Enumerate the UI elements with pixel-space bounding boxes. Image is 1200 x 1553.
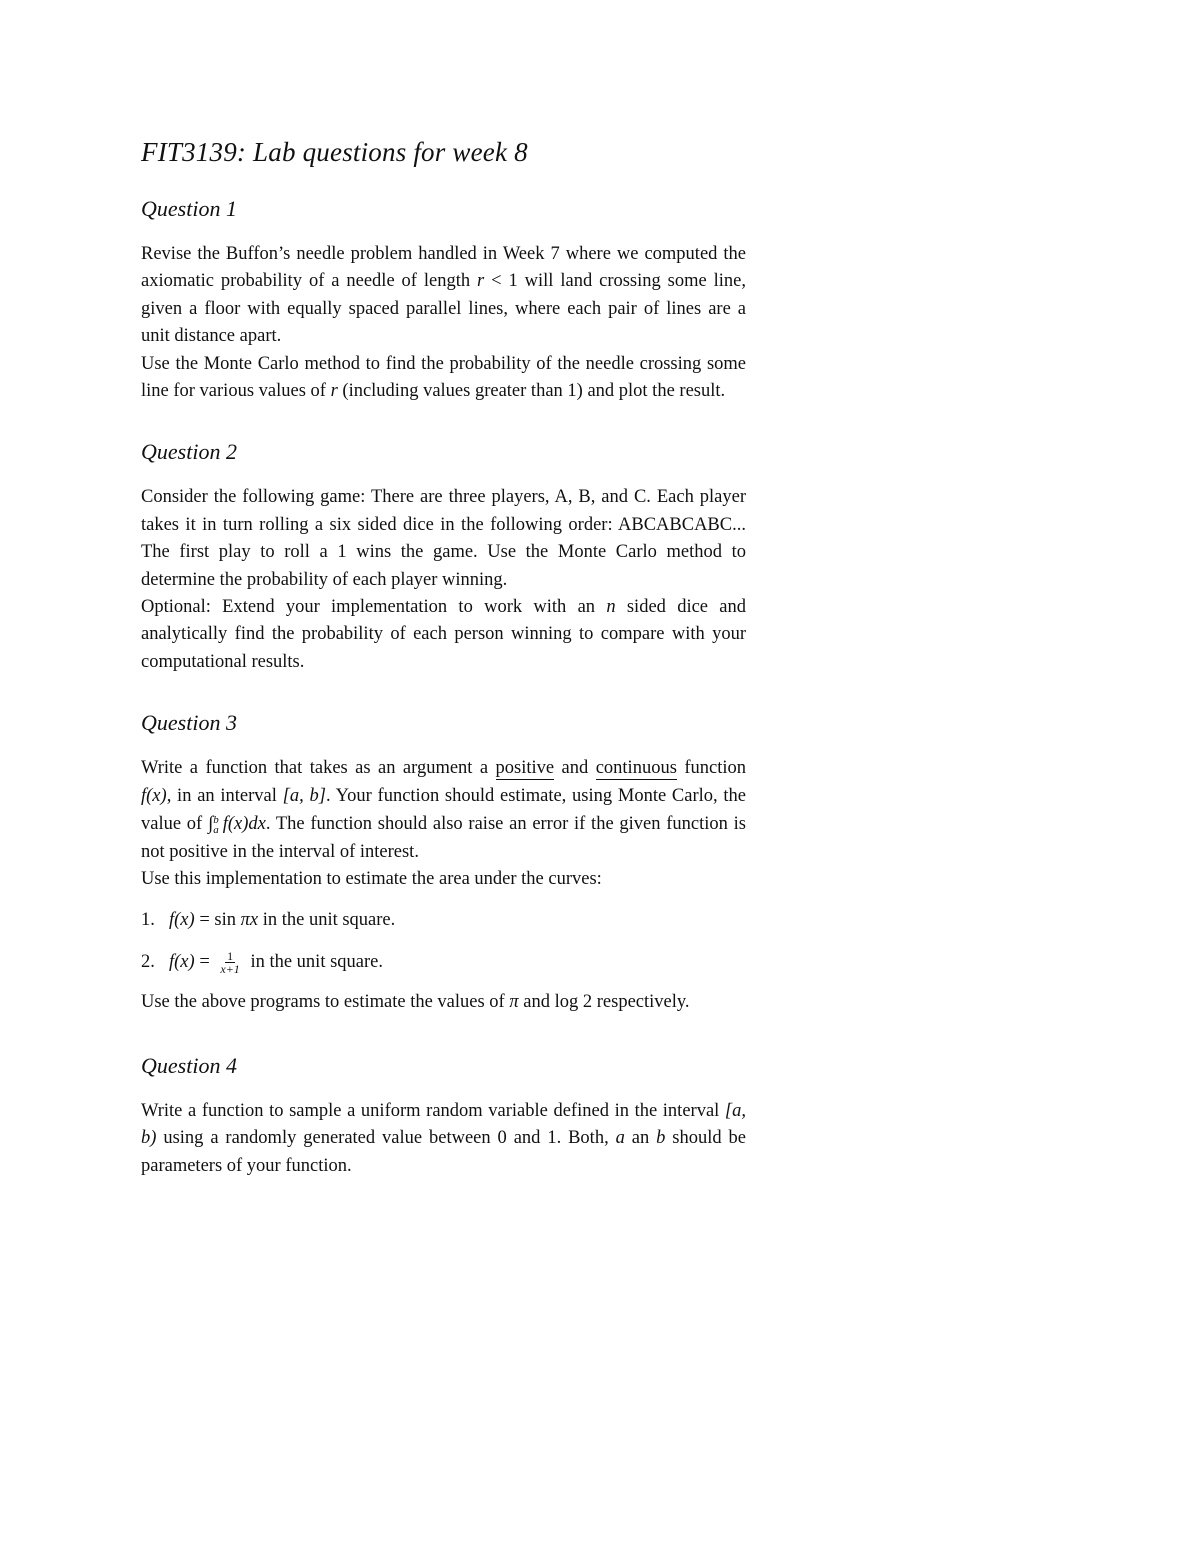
- fraction-numerator: 1: [227, 948, 234, 963]
- list-item: [141, 905, 746, 935]
- question-2-paragraph-1: Consider the following game: There are three players, A, B, and C. Each player takes it in turn rolling a six sided dice in the following order: ABCABCABC... The first play to roll a 1 wins the game. Use the Monte Carlo method to determine the probability of each player winning.: [141, 487, 746, 590]
- text-run: and: [554, 758, 596, 779]
- list-number: 1.: [141, 910, 155, 931]
- text-run: using a randomly generated value between 0 and 1. Both,: [156, 1128, 616, 1149]
- math-fx: f(x): [169, 952, 195, 973]
- text-run: function: [676, 758, 746, 779]
- question-4-heading: Question 4: [141, 1052, 237, 1078]
- question-1-section: [141, 194, 746, 405]
- question-1-paragraph-2: [141, 351, 746, 406]
- question-4-section: [141, 1051, 746, 1180]
- underlined-positive: positive: [495, 758, 555, 779]
- question-3-heading: Question 3: [141, 710, 237, 736]
- math-inequality: < 1: [484, 271, 518, 292]
- math-fraction: [218, 950, 241, 975]
- integral-lower-limit: a: [213, 823, 219, 836]
- curve-list: [141, 905, 746, 977]
- document-body: [141, 134, 746, 1212]
- text-run: Use the above programs to estimate the values of: [141, 992, 510, 1013]
- question-4-paragraph-1: [141, 1098, 746, 1180]
- question-1-paragraph-1: [141, 241, 746, 351]
- question-3-paragraph-1: [141, 755, 746, 866]
- text-run: in the unit square.: [245, 952, 383, 973]
- text-run: in the unit square.: [258, 910, 396, 931]
- text-run: (including values greater than 1) and plot the result.: [337, 381, 726, 402]
- math-interval: [a, b]: [282, 785, 326, 806]
- text-run: Use the Monte Carlo method to find the probability of the needle crossing some line for various values of: [141, 353, 746, 402]
- math-var-n: n: [606, 597, 616, 618]
- question-3-section: [141, 708, 746, 1016]
- text-run: should be parameters of your function.: [141, 1128, 746, 1176]
- text-run: sided dice and analytically find the probability of each person winning to compare with your computational results.: [141, 597, 746, 672]
- list-number: 2.: [141, 952, 155, 973]
- text-run: Write a function that takes as an argument a: [141, 758, 496, 779]
- math-pi: π: [509, 992, 519, 1013]
- text-run: . Your function should estimate, using Monte Carlo, the value of: [141, 785, 746, 835]
- text-run: . The function should also raise an error if the given function is not positive in the interval of interest.: [141, 814, 746, 862]
- text-run: , in an interval: [166, 785, 283, 806]
- math-integrand: f(x)dx: [222, 814, 266, 835]
- text-run: an: [624, 1128, 657, 1149]
- text-run: Write a function to sample a uniform random variable defined in the interval: [141, 1100, 725, 1121]
- math-pi-x: πx: [240, 910, 259, 931]
- question-2-heading: Question 2: [141, 439, 237, 465]
- underlined-continuous: continuous: [595, 758, 677, 779]
- fraction-denominator: x+1: [220, 961, 240, 976]
- text-run: Optional: Extend your implementation to work with an: [141, 597, 607, 618]
- question-3-paragraph-3: [141, 989, 746, 1016]
- list-item: [141, 947, 746, 977]
- math-var-r: r: [330, 381, 338, 402]
- text-run: Revise the Buffon’s needle problem handled in Week 7 where we computed the axiomatic probability of a needle of length: [141, 244, 746, 292]
- math-equals-sin: = sin: [194, 910, 241, 931]
- math-var-r: r: [477, 271, 485, 292]
- question-2-section: [141, 437, 746, 676]
- math-var-a: a: [615, 1128, 625, 1149]
- text-run: will land crossing some line, given a floor with equally spaced parallel lines, where each pair of lines are a unit distance apart.: [141, 271, 747, 347]
- page-title: FIT3139: Lab questions for week 8: [141, 137, 528, 167]
- math-var-b: b: [656, 1128, 666, 1149]
- integral-limits: [213, 815, 219, 835]
- math-equals: =: [194, 952, 215, 973]
- question-2-paragraph-2: [141, 594, 746, 676]
- text-run: and log 2 respectively.: [518, 992, 690, 1013]
- math-interval: [a, b): [141, 1100, 746, 1149]
- integral-symbol: ∫: [207, 813, 214, 835]
- question-3-paragraph-2: Use this implementation to estimate the area under the curves:: [141, 868, 602, 889]
- math-fx: f(x): [169, 910, 195, 931]
- math-fx: f(x): [141, 785, 167, 806]
- integral-upper-limit: b: [213, 813, 219, 826]
- question-1-heading: Question 1: [141, 196, 237, 221]
